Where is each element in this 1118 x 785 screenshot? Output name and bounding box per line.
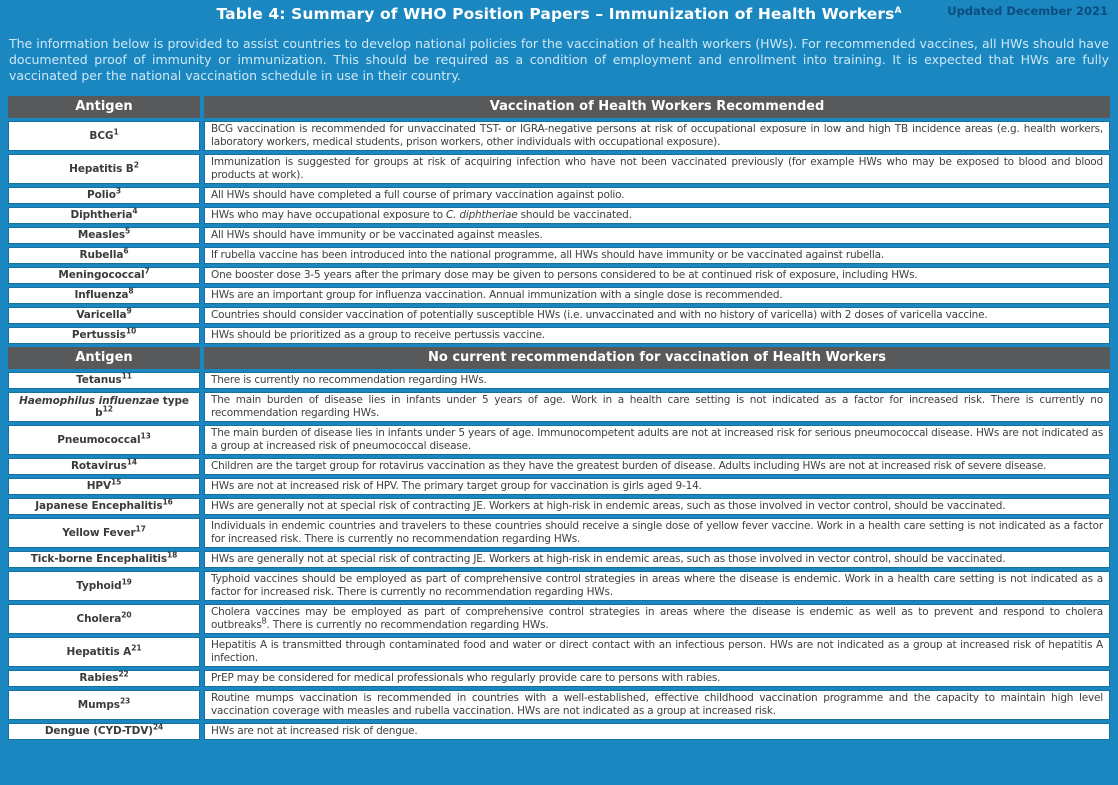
text-segment: Routine mumps vaccination is recommended in countries with a well-established, effective childhood vaccination programme and the capacity to maintain high level vaccination coverage with measles and rubella vaccination. HWs are not indicated as a group at increased risk. [211, 692, 1103, 717]
antigen-cell [8, 121, 200, 151]
footnote-number: 9 [126, 306, 132, 316]
description-cell [204, 690, 1110, 720]
table-row [8, 207, 1110, 224]
page-title-footnote-sup: A [894, 5, 902, 16]
table-row [8, 571, 1110, 601]
antigen-cell [8, 307, 200, 324]
description-cell [204, 392, 1110, 422]
description-cell [204, 307, 1110, 324]
description-cell [204, 518, 1110, 548]
antigen-column-header: Antigen [8, 96, 200, 118]
table-row [8, 121, 1110, 151]
description-cell [204, 207, 1110, 224]
antigen-cell [8, 207, 200, 224]
text-segment: Individuals in endemic countries and travelers to these countries should receive a single dose of yellow fever vaccine. Work in a health care setting is not indicated as a factor for increased risk. There is currently no recommendation regarding HWs. [211, 520, 1103, 545]
text-segment: Rabies [79, 672, 119, 685]
antigen-cell [8, 518, 200, 548]
footnote-number: 1 [113, 127, 119, 137]
text-segment: should be vaccinated. [517, 209, 632, 221]
description-cell [204, 154, 1110, 184]
antigen-cell [8, 670, 200, 687]
table-row [8, 187, 1110, 204]
text-segment: Typhoid vaccines should be employed as part of comprehensive control strategies in areas where the disease is endemic. Work in a health care setting is not indicated as a factor for increased risk. There is currently no recommendation regarding HWs. [211, 573, 1103, 598]
antigen-cell [8, 267, 200, 284]
antigen-cell [8, 604, 200, 634]
table-row [8, 327, 1110, 344]
footnote-number: 10 [125, 326, 137, 336]
table-row [8, 670, 1110, 687]
text-segment: Japanese Encephalitis [35, 500, 163, 513]
table-row [8, 551, 1110, 568]
table-row [8, 723, 1110, 740]
table-row [8, 518, 1110, 548]
table-row [8, 458, 1110, 475]
table-row [8, 637, 1110, 667]
footnote-number: 5 [125, 226, 131, 236]
footnote-number: 7 [144, 266, 150, 276]
footnote-number: 11 [121, 371, 132, 381]
text-segment: Tetanus [76, 374, 122, 387]
footnote-number: 24 [152, 722, 164, 732]
antigen-cell [8, 478, 200, 495]
footnote-number: 2 [133, 160, 139, 170]
footnote-number: 20 [121, 610, 132, 620]
table-row [8, 604, 1110, 634]
description-cell [204, 723, 1110, 740]
footnote-number: 16 [162, 497, 173, 507]
antigen-cell [8, 154, 200, 184]
description-cell [204, 458, 1110, 475]
antigen-cell [8, 392, 200, 422]
footnote-number: 13 [140, 431, 151, 441]
description-cell [204, 498, 1110, 515]
description-cell [204, 670, 1110, 687]
footnote-number: 22 [118, 669, 129, 679]
summary-table [4, 93, 1114, 743]
text-segment: Polio [87, 189, 116, 202]
text-segment: BCG [89, 129, 114, 142]
text-segment: Cholera [76, 612, 122, 625]
footnote-number: 6 [123, 246, 129, 256]
text-segment: All HWs should have completed a full course of primary vaccination against polio. [211, 189, 625, 201]
description-cell [204, 425, 1110, 455]
text-segment: Tick-borne Encephalitis [30, 553, 168, 566]
description-cell [204, 478, 1110, 495]
text-segment: Immunization is suggested for groups at risk of acquiring infection who have not been vaccinated previously (for example HWs who may be exposed to blood and blood products at work). [211, 156, 1103, 181]
footnote-number: 14 [126, 457, 138, 467]
text-segment: BCG vaccination is recommended for unvaccinated TST- or IGRA-negative persons at risk of occupational exposure in low and high TB incidence areas (e.g. health workers, laboratory workers, medical students, prison workers, other individuals with occupational exposure). [211, 123, 1103, 148]
antigen-cell [8, 227, 200, 244]
table-row [8, 478, 1110, 495]
table-row [8, 392, 1110, 422]
text-segment: Children are the target group for rotavirus vaccination as they have the greatest burden of disease. Adults including HWs are not at increased risk of severe disease. [211, 460, 1047, 472]
footnote-number: 19 [121, 577, 132, 587]
section-header-row [8, 96, 1110, 118]
text-segment: Rubella [79, 249, 124, 262]
text-segment: HWs are not at increased risk of HPV. The primary target group for vaccination is girls aged 9-14. [211, 480, 702, 492]
description-cell [204, 247, 1110, 264]
text-segment: Diphtheria [70, 209, 133, 222]
text-segment: HWs should be prioritized as a group to receive pertussis vaccine. [211, 329, 545, 341]
footnote-number: 23 [119, 696, 131, 706]
description-cell [204, 187, 1110, 204]
table-row [8, 247, 1110, 264]
text-segment: Pertussis [71, 329, 126, 342]
footnote-number: 15 [111, 477, 122, 487]
antigen-cell [8, 551, 200, 568]
text-segment: Meningococcal [58, 269, 145, 282]
table-row [8, 154, 1110, 184]
footnote-number: 21 [131, 643, 142, 653]
summary-table-body [8, 96, 1110, 740]
table-row [8, 267, 1110, 284]
text-segment: If rubella vaccine has been introduced into the national programme, all HWs should have immunity or be vaccinated against rubella. [211, 249, 884, 261]
text-segment: Hepatitis B [69, 162, 134, 175]
footnote-number: 4 [132, 206, 138, 216]
table-row [8, 227, 1110, 244]
antigen-cell [8, 571, 200, 601]
intro-paragraph: The information below is provided to assist countries to develop national policies for the vaccination of health workers (HWs). For recommended vaccines, all HWs should have documented proof of immunity or immunization. This should be required as a condition of employment and enrollment into training. It is expected that HWs are fully vaccinated per the national vaccination schedule in use in their country. [9, 36, 1109, 83]
text-segment: Varicella [76, 309, 127, 322]
antigen-cell [8, 247, 200, 264]
text-segment: Hepatitis A [66, 645, 132, 658]
section-title-header: Vaccination of Health Workers Recommended [204, 96, 1110, 118]
description-cell [204, 637, 1110, 667]
text-segment: HWs are not at increased risk of dengue. [211, 725, 418, 737]
text-segment: Pneumococcal [57, 433, 141, 446]
footnote-number: 18 [167, 550, 178, 560]
text-segment: HWs are an important group for influenza vaccination. Annual immunization with a single dose is recommended. [211, 289, 783, 301]
antigen-cell [8, 723, 200, 740]
antigen-cell [8, 458, 200, 475]
description-cell [204, 227, 1110, 244]
title-bar [0, 0, 1118, 28]
description-cell [204, 267, 1110, 284]
page-title-text: Table 4: Summary of WHO Position Papers – Immunization of Health Workers [216, 5, 895, 23]
text-segment: HWs are generally not at special risk of contracting JE. Workers at high-risk in endemic areas, such as those involved in vector control, should be vaccinated. [211, 553, 1006, 565]
antigen-cell [8, 498, 200, 515]
footnote-sup: B [261, 616, 267, 626]
table-row [8, 425, 1110, 455]
footnote-number: 8 [128, 286, 134, 296]
antigen-column-header: Antigen [8, 347, 200, 369]
antigen-cell [8, 690, 200, 720]
antigen-cell [8, 637, 200, 667]
text-segment: There is currently no recommendation regarding HWs. [211, 374, 487, 386]
text-segment: Yellow Fever [62, 526, 136, 539]
footnote-number: 12 [102, 404, 113, 414]
table-row [8, 307, 1110, 324]
text-segment: . There is currently no recommendation regarding HWs. [266, 619, 549, 631]
text-segment: Mumps [77, 698, 120, 711]
section-title-header: No current recommendation for vaccination of Health Workers [204, 347, 1110, 369]
text-segment: The main burden of disease lies in infants under 5 years of age. Work in a health care setting is not indicated as a factor for increased risk. There is currently no recommendation regarding HWs. [211, 394, 1103, 419]
footnote-number: 17 [135, 524, 146, 534]
table-row [8, 372, 1110, 389]
antigen-cell [8, 287, 200, 304]
text-segment: All HWs should have immunity or be vaccinated against measles. [211, 229, 543, 241]
text-segment: HPV [86, 480, 112, 493]
table-row [8, 498, 1110, 515]
footnote-number: 3 [115, 186, 121, 196]
section-header-row [8, 347, 1110, 369]
text-segment: Influenza [74, 289, 129, 302]
text-segment: type b [95, 394, 189, 419]
text-segment: One booster dose 3-5 years after the primary dose may be given to persons considered to be at continued risk of exposure, including HWs. [211, 269, 918, 281]
table-row [8, 690, 1110, 720]
description-cell [204, 327, 1110, 344]
description-cell [204, 604, 1110, 634]
text-segment: HWs who may have occupational exposure to [211, 209, 446, 221]
text-segment: Countries should consider vaccination of potentially susceptible HWs (i.e. unvaccinated and with no history of varicella) with 2 doses of varicella vaccine. [211, 309, 988, 321]
description-cell [204, 571, 1110, 601]
description-cell [204, 372, 1110, 389]
table-row [8, 287, 1110, 304]
text-segment: Dengue (CYD-TDV) [44, 725, 153, 738]
antigen-cell [8, 187, 200, 204]
description-cell [204, 551, 1110, 568]
text-segment: PrEP may be considered for medical professionals who regularly provide care to persons with rabies. [211, 672, 721, 684]
antigen-cell [8, 327, 200, 344]
text-segment: HWs are generally not at special risk of contracting JE. Workers at high-risk in endemic areas, such as those involved in vector control, should be vaccinated. [211, 500, 1006, 512]
description-cell [204, 287, 1110, 304]
antigen-cell [8, 425, 200, 455]
text-segment: Haemophilus influenzae [19, 394, 160, 407]
updated-date-label: Updated December 2021 [947, 4, 1108, 18]
antigen-cell [8, 372, 200, 389]
description-cell [204, 121, 1110, 151]
text-segment: C. diphtheriae [446, 209, 518, 221]
text-segment: Cholera vaccines may be employed as part of comprehensive control strategies in areas where the disease is endemic as well as to prevent and respond to cholera outbreaks [211, 606, 1103, 631]
text-segment: Measles [77, 229, 126, 242]
text-segment: The main burden of disease lies in infants under 5 years of age. Immunocompetent adults are not at increased risk for serious pneumococcal disease. HWs are not indicated as a group at increased risk of pneumococcal disease. [211, 427, 1103, 452]
text-segment: Typhoid [76, 579, 122, 592]
text-segment: Rotavirus [70, 460, 127, 473]
text-segment: Hepatitis A is transmitted through contaminated food and water or direct contact with an infectious person. HWs are not indicated as a group at increased risk of hepatitis A infection. [211, 639, 1103, 664]
